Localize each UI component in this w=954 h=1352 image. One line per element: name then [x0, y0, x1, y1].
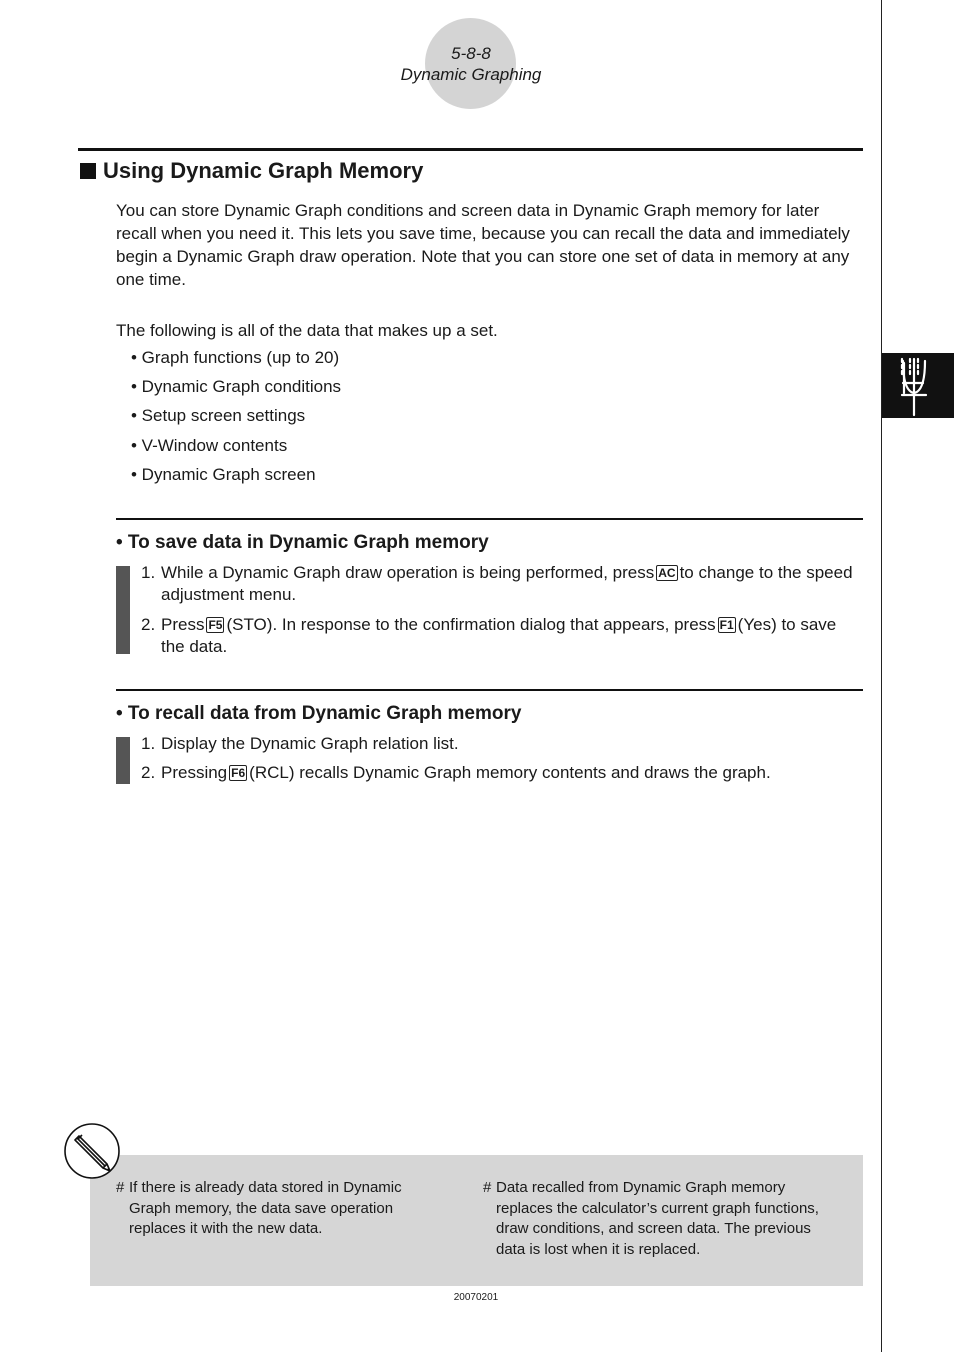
step-text — [141, 562, 863, 606]
note-right — [483, 1178, 843, 1260]
recall-step-2 — [141, 762, 863, 784]
step-text-part: (STO). In response to the confirmation dialog that appears, press — [226, 615, 716, 634]
step-text-part: While a Dynamic Graph draw operation is being performed, press — [161, 563, 655, 582]
set-list-item: • V-Window contents — [131, 436, 288, 455]
note-hash: # — [483, 1179, 492, 1196]
pencil-icon — [63, 1122, 121, 1180]
step-number: 1. — [141, 734, 156, 753]
recall-step-1 — [141, 733, 863, 755]
step-text — [141, 762, 863, 784]
save-step-1 — [141, 562, 863, 606]
set-intro-paragraph: The following is all of the data that makes up a set. — [116, 321, 498, 340]
section-name: Dynamic Graphing — [400, 65, 542, 84]
step-number: 2. — [141, 615, 156, 634]
save-section-rule — [116, 518, 863, 520]
f5-key-icon: F5 — [208, 618, 223, 632]
step-text-part: (Yes) to save the data. — [161, 615, 837, 656]
recall-steps-bar — [116, 737, 130, 784]
graph-chapter-icon — [882, 353, 954, 418]
note-hash: # — [116, 1179, 125, 1196]
page-number: 5-8-8 — [451, 44, 491, 63]
footer-code: 20070201 — [453, 1292, 499, 1303]
step-number: 2. — [141, 763, 156, 782]
ac-key-icon: AC — [658, 566, 676, 580]
recall-section-heading: • To recall data from Dynamic Graph memory — [116, 703, 522, 724]
f1-key-icon: F1 — [719, 618, 734, 632]
main-heading: Using Dynamic Graph Memory — [103, 158, 424, 183]
save-section-heading: • To save data in Dynamic Graph memory — [116, 532, 489, 553]
note-text: Data recalled from Dynamic Graph memory replaces the calculator’s current graph functions, draw conditions, and screen data. The previous data is lost when it is replaced. — [496, 1179, 819, 1258]
recall-section-rule — [116, 689, 863, 691]
step-text-part: Pressing — [161, 763, 228, 782]
save-step-2 — [141, 614, 863, 658]
save-steps-bar — [116, 566, 130, 654]
f6-key-icon: F6 — [231, 766, 246, 780]
step-number: 1. — [141, 563, 156, 582]
heading-rule — [78, 148, 863, 151]
note-text: If there is already data stored in Dynamic Graph memory, the data save operation replaces it with the new data. — [129, 1179, 402, 1237]
intro-paragraph: You can store Dynamic Graph conditions and screen data in Dynamic Graph memory for later recall when you need it. This lets you save time, because you can recall the data and immediately begin a Dynamic Graph draw operation. Note that you can store one set of data in memory at any one time. — [116, 201, 850, 289]
square-bullet-icon — [80, 163, 96, 179]
chapter-tab — [882, 353, 954, 418]
set-list-item: • Dynamic Graph screen — [131, 465, 316, 484]
step-text — [141, 614, 863, 658]
page-margin-rule — [881, 0, 882, 1352]
set-list-item: • Dynamic Graph conditions — [131, 377, 342, 396]
step-text-part: (RCL) recalls Dynamic Graph memory contents and draws the graph. — [249, 763, 771, 782]
set-list-item: • Graph functions (up to 20) — [131, 348, 340, 367]
step-text-part: to change to the speed adjustment menu. — [161, 563, 853, 604]
set-list-item: • Setup screen settings — [131, 406, 306, 425]
step-text-part: Press — [161, 615, 205, 634]
step-text: Display the Dynamic Graph relation list. — [161, 734, 459, 753]
note-left — [116, 1178, 436, 1240]
